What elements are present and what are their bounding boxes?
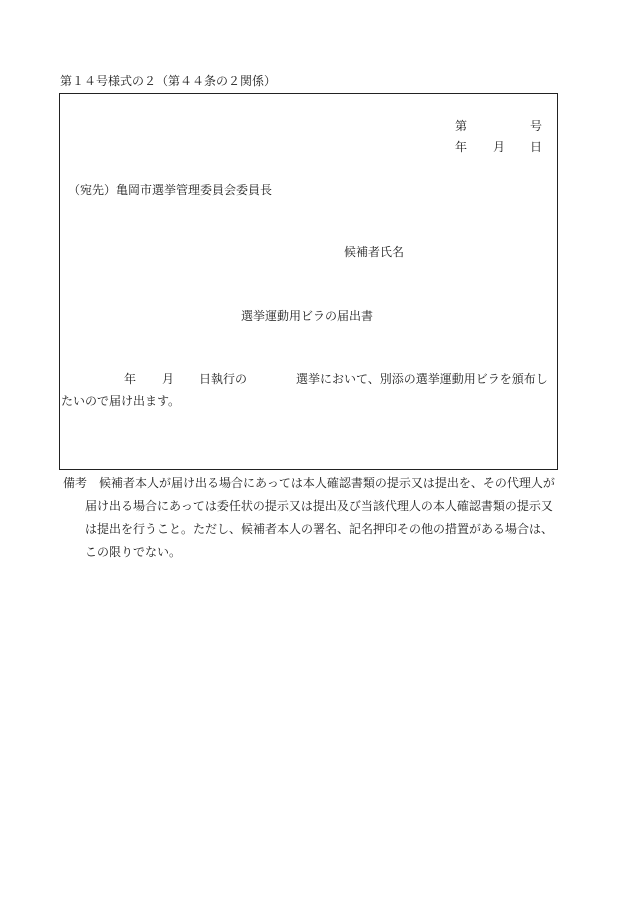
date-year: 年 (455, 140, 468, 154)
candidate-name-label: 候補者氏名 (344, 245, 405, 259)
remarks-line-2: 届け出る場合にあっては委任状の提示又は提出及び当該代理人の本人確認書類の提示又 (85, 499, 553, 513)
body-month: 月 (162, 372, 175, 386)
remarks-line-4: この限りでない。 (85, 545, 182, 559)
number-prefix: 第 (455, 119, 468, 133)
number-suffix: 号 (530, 119, 543, 133)
remarks-line-3: は提出を行うこと。ただし、候補者本人の署名、記名押印その他の措置がある場合は、 (85, 522, 554, 536)
addressee: （宛先）亀岡市選挙管理委員会委員長 (68, 183, 273, 197)
form-number-label: 第１４号様式の２（第４４条の２関係） (60, 74, 277, 88)
body-text-line2: たいので届け出ます。 (61, 394, 181, 408)
remarks-line-1: 候補者本人が届け出る場合にあっては本人確認書類の提示又は提出を、その代理人が (99, 476, 555, 490)
form-frame (59, 93, 558, 470)
body-day-executed: 日執行の (199, 372, 248, 386)
date-day: 日 (530, 140, 543, 154)
remarks-label: 備考 (63, 476, 88, 490)
body-text-line1: 選挙において、別添の選挙運動用ビラを頒布し (296, 372, 548, 386)
date-month: 月 (493, 140, 506, 154)
document-title: 選挙運動用ビラの届出書 (241, 309, 374, 323)
body-year: 年 (124, 372, 137, 386)
